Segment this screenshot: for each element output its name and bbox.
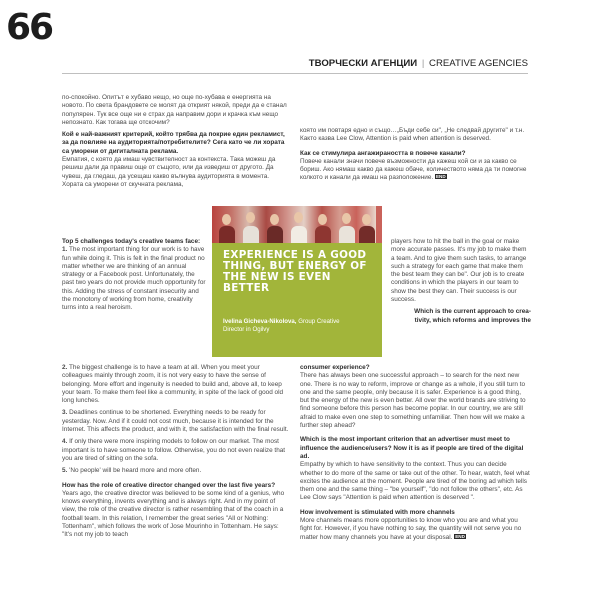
bg-paragraph: по-спокойно. Опитът е хубаво нещо, но още по-хубава е енергията на новото. По света брандовете се молят да открият някой, преди да е станал популярен. Тук все още ни е страх да направим дори и крачка към нещо непознато. Как тогава ще отскочим? [62,94,287,126]
photo-edge [376,206,382,243]
challenge-number: 2. [62,364,68,371]
challenge-number: 5. [62,467,68,475]
pull-quote-author [223,318,375,334]
page-number: 66 [6,7,53,48]
en-paragraph: Years ago, the creative director was believed to be some kind of a genius, who knows everything, invents everything and is always right. And in my point of view, the role of the creative director is rather resembling that of the coach in a football team. In this relation, I remember the great series "All or Nothing: Tottenham", which follows the work of Jose Mourinho in Tottenham. He says: "It's not my job to teach [62,489,285,539]
bg-question: Кой е най-важният критерий, който трябва да покрие един рекламист, за да повлияе на аудиторията/потребителите? Сега като че ли хората са уморени от дигиталната реклама. [62,131,285,155]
en-column-right [300,364,530,542]
challenge-text: Deadlines continue to be shortened. Everything needs to be ready for yesterday. Now. And if it could not cost much, because it is intended for the Internet. This affects the product, and with it, the satisfaction with the final result. [62,409,289,434]
author-role: Director in Ogilvy [223,326,270,334]
pull-quote [212,243,382,357]
en-question [391,308,531,325]
bg-question: Как се стимулира ангажираността в повече канали? [300,149,466,157]
bg-column-left [62,94,290,189]
challenge-text: The biggest challenge is to have a team at all. When you meet your colleagues mainly through zoom, it is not very easy to have the sense of belonging. More effort and ingenuity is needed to build and, above all, to keep your team. To make them feel like a community, in spite of the lack of good old long lunches. [62,364,284,405]
section-title-en: CREATIVE AGENCIES [429,58,528,69]
bg-column-right [300,127,530,183]
author-name: Ivelina Gicheva-Nikolova, [223,318,297,325]
challenge-number: 3. [62,409,68,417]
section-header [309,58,528,70]
en-question-line: Which is the current approach to crea- [414,308,531,316]
challenge-text: If only there were more inspiring models to follow on our market. The most important is to have someone to follow. Otherwise, you do not even realize that you are tired of sitting on the sofa. [62,438,286,462]
en-question: How involvement is stimulated with more channels [300,508,455,516]
en-question: consumer experience? [300,364,370,371]
end-marker: END [435,174,446,180]
en-paragraph-text: More channels means more opportunities to know who you are and what you fight for. However, if you have nothing to say, the quantity will not serve you no matter how many channels you have at your disposal. [300,517,522,541]
challenge-item [62,409,290,434]
bg-paragraph-text: Повече канали значи повече възможности да кажеш кой си и за какво се бориш. Ако нямаш какво да кажеш обаче, количеството няма да ти помогне колкото и канали да имаш на разположение. [300,157,527,182]
challenge-item [62,467,290,475]
en-paragraph: There has always been one successful approach – to search for the next new one. There is no way to reform, improve or change as a whole, if you still turn to one and the same people, only because it is safer. Experience is a good thing, but the energy of the new is even better. All over the world brands are striving to find someone before this person has become poplar. In our country, we are still afraid to make even one step to something unfamiliar. Then how will we make a further step ahead? [300,372,526,430]
author-role: Group Creative [298,318,340,325]
section-title-bg: ТВОРЧЕСКИ АГЕНЦИИ [308,58,418,69]
challenges-heading: Top 5 challenges today's creative teams face: [62,238,201,245]
challenge-number: 1. [62,246,68,254]
pull-quote-text: EXPERIENCE IS A GOOD THING, BUT ENERGY OF THE NEW IS EVEN BETTER [223,249,367,295]
team-photo [212,206,376,243]
challenge-item [62,246,208,312]
en-column-left [62,364,290,540]
challenge-text: 'No people' will be heard more and more often. [69,467,202,475]
end-marker: END [455,533,465,539]
en-paragraph: Empathy by which to have sensitivity to the context. Thus you can decide whether to do more of the same or take out of the other. To hear, watch, feel what excites the audience at the moment. People are tired of the boring ad which tells them one and the same thing – "be yourself", "do not follow the others", etc. As Lee Clow says "Attention is paid when attention is deserved ". [300,461,530,502]
en-column-right-top [391,238,531,325]
challenge-text: The most important thing for our work is to have fun while doing it. This is felt in the final product no matter whether we are thinking of an annual strategy or a Facebook post. Unfortunately, the past two years do not provide much opportunity for this. Adding the stress of constant insecurity and the monotony of working from home, creativity turns into a real heroism. [62,246,206,312]
challenge-number: 4. [62,438,68,446]
challenge-item [62,438,290,463]
bg-paragraph [300,158,530,183]
header-rule [62,73,528,74]
bg-paragraph: която им повтаря едно и също…„Бъди себе си", „Не следвай другите" и т.н. Както казва Lee Clow, Attention is paid when attention is deserved. [300,127,525,143]
bg-paragraph: Емпатия, с която да имаш чувствителност за контекста. Така можеш да решиш дали да правиш още от същото, или да изведиш от другото. Да чувеш, да гледаш, да усещаш какво вълнува аудиторията в момента. Хората са уморени от скучната реклама, [62,156,276,188]
en-question-line: tivity, which reforms and improves the [414,316,531,324]
en-question: How has the role of creative director changed over the last five years? [62,481,276,489]
en-paragraph [300,517,530,542]
section-separator: | [421,58,425,69]
en-question: Which is the most important criterion that an advertiser must meet to influence the audience/users? Now it is as if people are tired of the digital ad. [300,436,524,460]
challenge-item [62,364,290,405]
en-column-challenges [62,238,208,313]
en-paragraph: players how to hit the ball in the goal or make more accurate passes. It's my job to make them a team. And to give them such tasks, to arrange such a strategy for each game that make them the best team they can be". Our job is to create conditions in which the players in our team to show the best they can. Their success is our success. [391,238,527,304]
